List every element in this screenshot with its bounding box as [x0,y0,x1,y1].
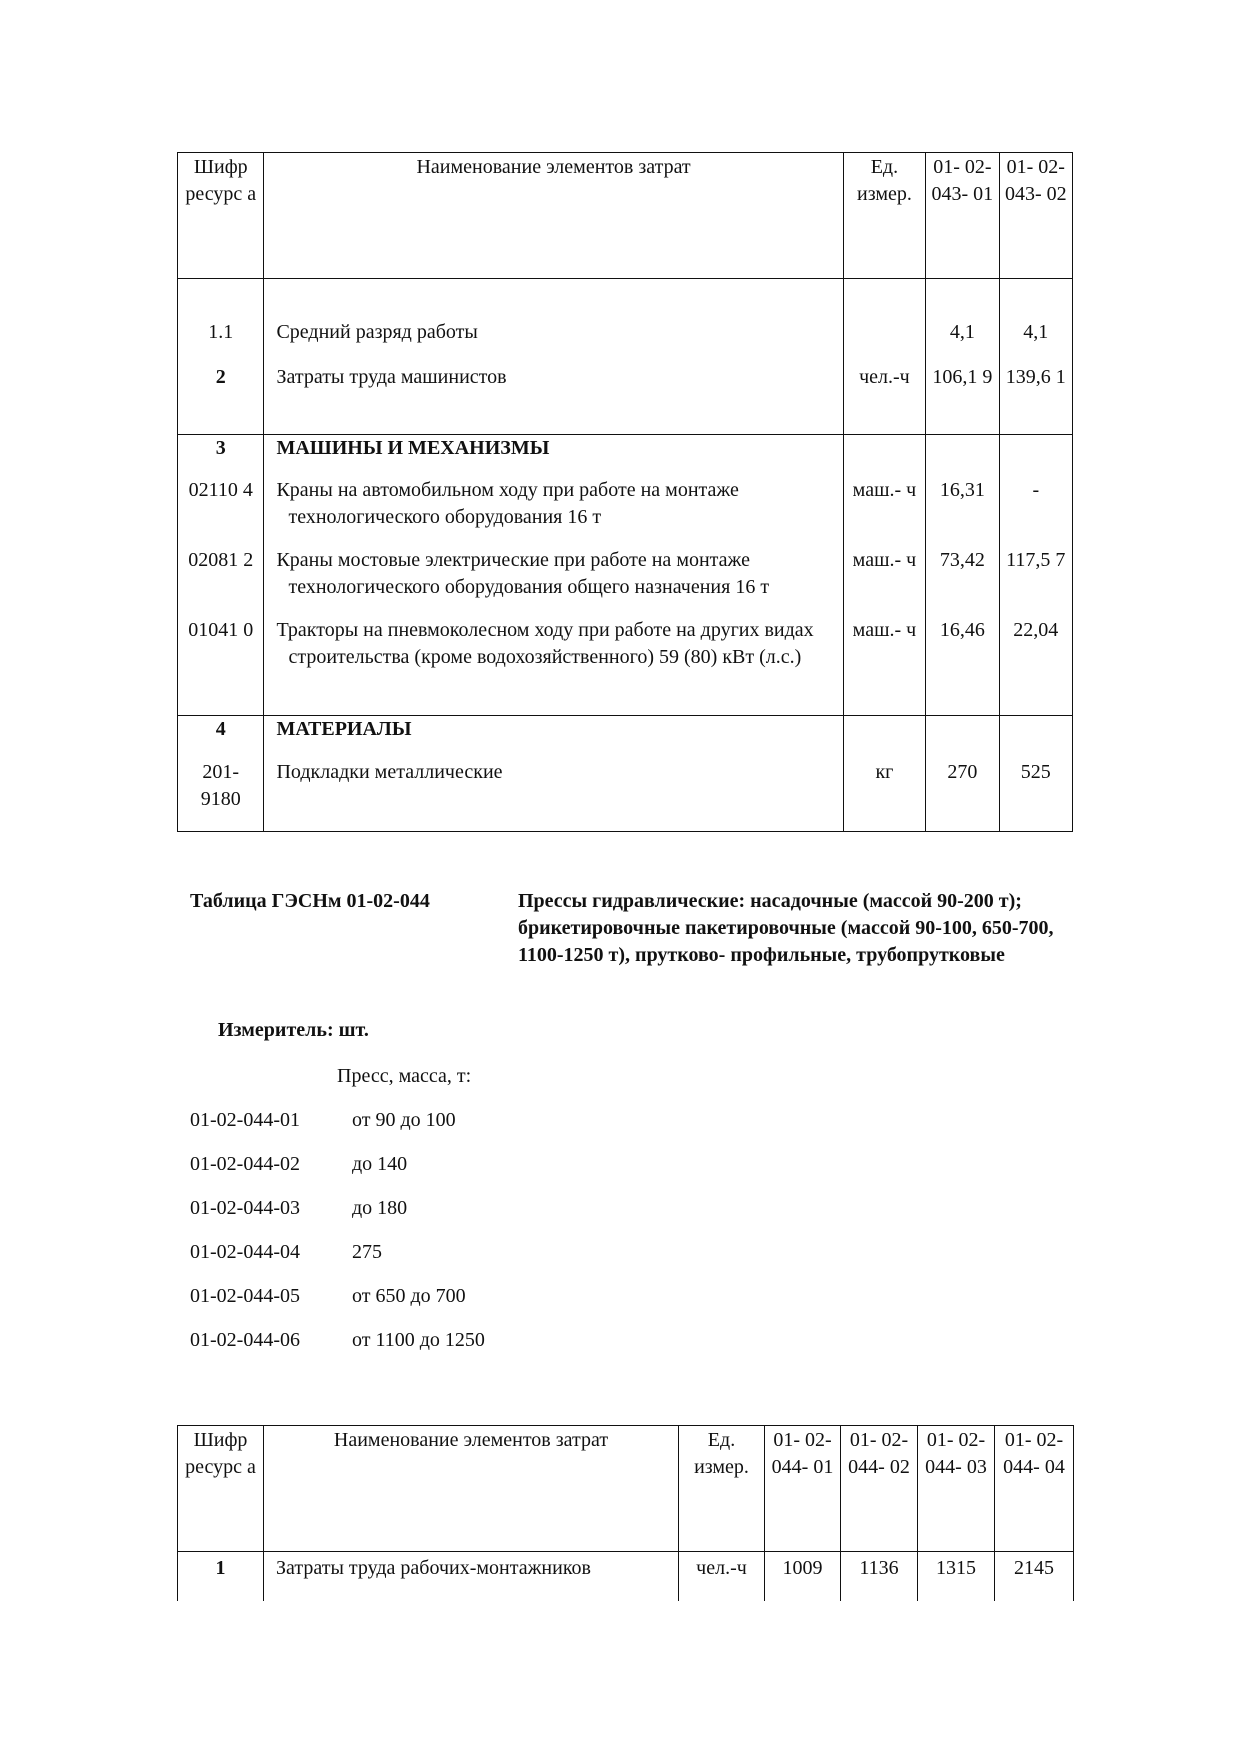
variant-code: 01-02-044-06 [190,1329,300,1351]
row-value-02 [999,434,1072,477]
row-name: Подкладки металлические [264,759,843,831]
row-name: Средний разряд работы [264,319,843,364]
table-header-row [178,153,1073,279]
row-unit [843,715,925,759]
variant-desc: от 90 до 100 [352,1109,456,1131]
row-unit: кг [843,759,925,831]
header-resource-code: Шифр ресурс а [178,153,264,279]
row-unit [843,434,925,477]
row-unit: маш.- ч [843,617,925,715]
row-value-03: 1315 [918,1552,995,1602]
variant-row [190,1195,407,1222]
row-value-02: 525 [999,759,1072,831]
header-variant-02: 01- 02- 044- 02 [841,1426,918,1552]
row-value-02: 139,6 1 [999,364,1072,434]
variant-code: 01-02-044-01 [190,1109,300,1131]
row-name: Краны мостовые электрические при работе на монтаже технологического оборудования общего назначения 16 т [276,549,770,598]
row-value-02: 1136 [841,1552,918,1602]
row-code: 1.1 [178,319,264,364]
row-name: Тракторы на пневмоколесном ходу при работе на других видах строительства (кроме водохозяйственного) 59 (80) кВт (л.с.) [276,619,814,668]
header-cost-element-name: Наименование элементов затрат [264,153,843,279]
variant-desc: 275 [352,1241,382,1263]
row-code: 01041 0 [178,617,264,715]
row-value-01: 1009 [765,1552,841,1602]
resource-table-01-02-043 [177,152,1073,832]
row-value-01 [926,434,999,477]
row-value-01: 16,46 [926,617,999,715]
row-value-01: 270 [926,759,999,831]
row-name: Затраты труда машинистов [264,364,843,434]
header-variant-01: 01- 02- 043- 01 [926,153,999,279]
table-row [178,477,1073,547]
variant-code: 01-02-044-04 [190,1241,300,1263]
header-cost-element-name: Наименование элементов затрат [264,1426,679,1552]
section-title: МАШИНЫ И МЕХАНИЗМЫ [264,434,843,477]
row-value-02: 22,04 [999,617,1072,715]
row-value-02: 4,1 [999,319,1072,364]
table-section-row [178,715,1073,759]
header-variant-03: 01- 02- 044- 03 [918,1426,995,1552]
row-code: 02081 2 [178,547,264,617]
variant-row [190,1239,382,1266]
press-mass-header: Пресс, масса, т: [337,1065,472,1087]
row-value-02 [999,715,1072,759]
row-value-02: - [999,477,1072,547]
row-code: 2 [178,364,264,434]
variant-desc: от 650 до 700 [352,1285,466,1307]
header-resource-code: Шифр ресурс а [178,1426,264,1552]
variant-code: 01-02-044-03 [190,1197,300,1219]
row-name: Затраты труда рабочих-монтажников [264,1552,679,1602]
row-value-01: 73,42 [926,547,999,617]
header-variant-01: 01- 02- 044- 01 [765,1426,841,1552]
row-value-01: 4,1 [926,319,999,364]
table-header-row [178,1426,1074,1552]
row-value-04: 2145 [995,1552,1074,1602]
measure-unit-label: Измеритель: шт. [218,1019,369,1041]
variant-code: 01-02-044-02 [190,1153,300,1175]
header-variant-04: 01- 02- 044- 04 [995,1426,1074,1552]
table-row [178,547,1073,617]
row-code: 3 [178,434,264,477]
table-row [178,759,1073,831]
variant-desc: до 140 [352,1153,408,1175]
row-unit: чел.-ч [843,364,925,434]
row-code: 02110 4 [178,477,264,547]
table-row [178,1552,1074,1602]
variant-row [190,1327,485,1354]
row-unit: маш.- ч [843,547,925,617]
variant-desc: от 1100 до 1250 [352,1329,485,1351]
row-value-01 [926,715,999,759]
variant-row [190,1107,456,1134]
table-row [178,617,1073,715]
row-value-01: 106,1 9 [926,364,999,434]
row-unit: маш.- ч [843,477,925,547]
resource-table-01-02-044 [177,1425,1074,1601]
variant-desc: до 180 [352,1197,408,1219]
variant-code: 01-02-044-05 [190,1285,300,1307]
header-unit: Ед. измер. [843,153,925,279]
table-section-row [178,434,1073,477]
table-code-heading: Таблица ГЭСНм 01-02-044 [190,890,430,912]
row-unit [843,319,925,364]
header-unit: Ед. измер. [679,1426,765,1552]
table-spacer-row [178,279,1073,320]
row-code: 201- 9180 [178,759,264,831]
variant-row [190,1283,466,1310]
row-code: 1 [178,1552,264,1602]
row-code: 4 [178,715,264,759]
table-row [178,364,1073,434]
row-name: Краны на автомобильном ходу при работе на монтаже технологического оборудования 16 т [276,479,739,528]
variant-row [190,1151,407,1178]
section-title: МАТЕРИАЛЫ [264,715,843,759]
row-unit: чел.-ч [679,1552,765,1602]
row-value-02: 117,5 7 [999,547,1072,617]
header-variant-02: 01- 02- 043- 02 [999,153,1072,279]
table-title-heading: Прессы гидравлические: насадочные (массой 90-200 т); брикетировочные пакетировочные (массой 90-100, 650-700, 1100-1250 т), прутково- профильные, трубопрутковые [518,890,1054,966]
table-row [178,319,1073,364]
row-value-01: 16,31 [926,477,999,547]
